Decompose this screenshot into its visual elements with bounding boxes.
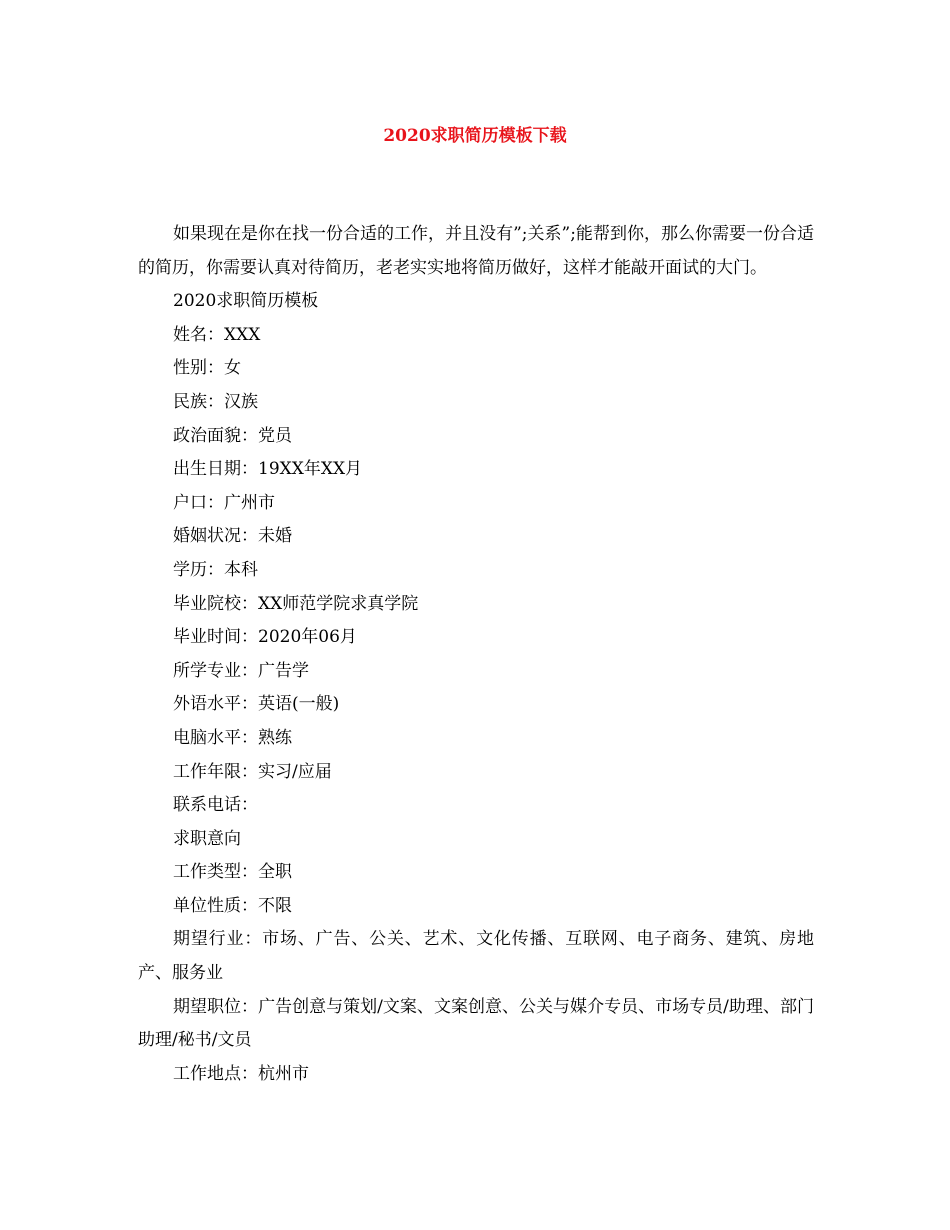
- field-work-location: 工作地点：杭州市: [173, 1063, 309, 1084]
- field-birth-date: 出生日期：19XX年XX月: [173, 459, 363, 480]
- resume-heading: 2020求职简历模板: [173, 291, 319, 312]
- field-marital-status: 婚姻状况：未婚: [173, 526, 292, 547]
- field-work-years: 工作年限：实习/应届: [173, 761, 332, 782]
- field-school: 毕业院校：XX师范学院求真学院: [173, 593, 419, 614]
- section-job-intention: 求职意向: [173, 828, 241, 849]
- document-body: [138, 218, 814, 1091]
- field-foreign-language: 外语水平：英语(一般): [173, 694, 340, 715]
- field-job-type: 工作类型：全职: [173, 862, 292, 883]
- field-gender: 性别：女: [173, 358, 241, 379]
- field-political-status: 政治面貌：党员: [173, 425, 292, 446]
- field-phone: 联系电话：: [173, 795, 258, 816]
- field-company-type: 单位性质：不限: [173, 895, 292, 916]
- field-name: 姓名：XXX: [173, 324, 261, 345]
- field-ethnicity: 民族：汉族: [173, 391, 258, 412]
- field-major: 所学专业：广告学: [173, 660, 309, 681]
- field-education: 学历：本科: [173, 559, 258, 580]
- field-expected-position: 期望职位：广告创意与策划/文案、文案创意、公关与媒介专员、市场专员/助理、部门助理/秘书/文员: [138, 996, 814, 1051]
- field-computer-skill: 电脑水平：熟练: [173, 727, 292, 748]
- field-expected-industry: 期望行业：市场、广告、公关、艺术、文化传播、互联网、电子商务、建筑、房地产、服务业: [138, 929, 814, 984]
- field-graduation-date: 毕业时间：2020年06月: [173, 627, 357, 648]
- document-title: 2020求职简历模板下载: [383, 126, 567, 146]
- intro-paragraph: 如果现在是你在找一份合适的工作，并且没有”;关系”;能帮到你，那么你需要一份合适的简历，你需要认真对待简历，老老实实地将简历做好，这样才能敲开面试的大门。: [138, 224, 814, 278]
- field-hukou: 户口：广州市: [173, 492, 275, 513]
